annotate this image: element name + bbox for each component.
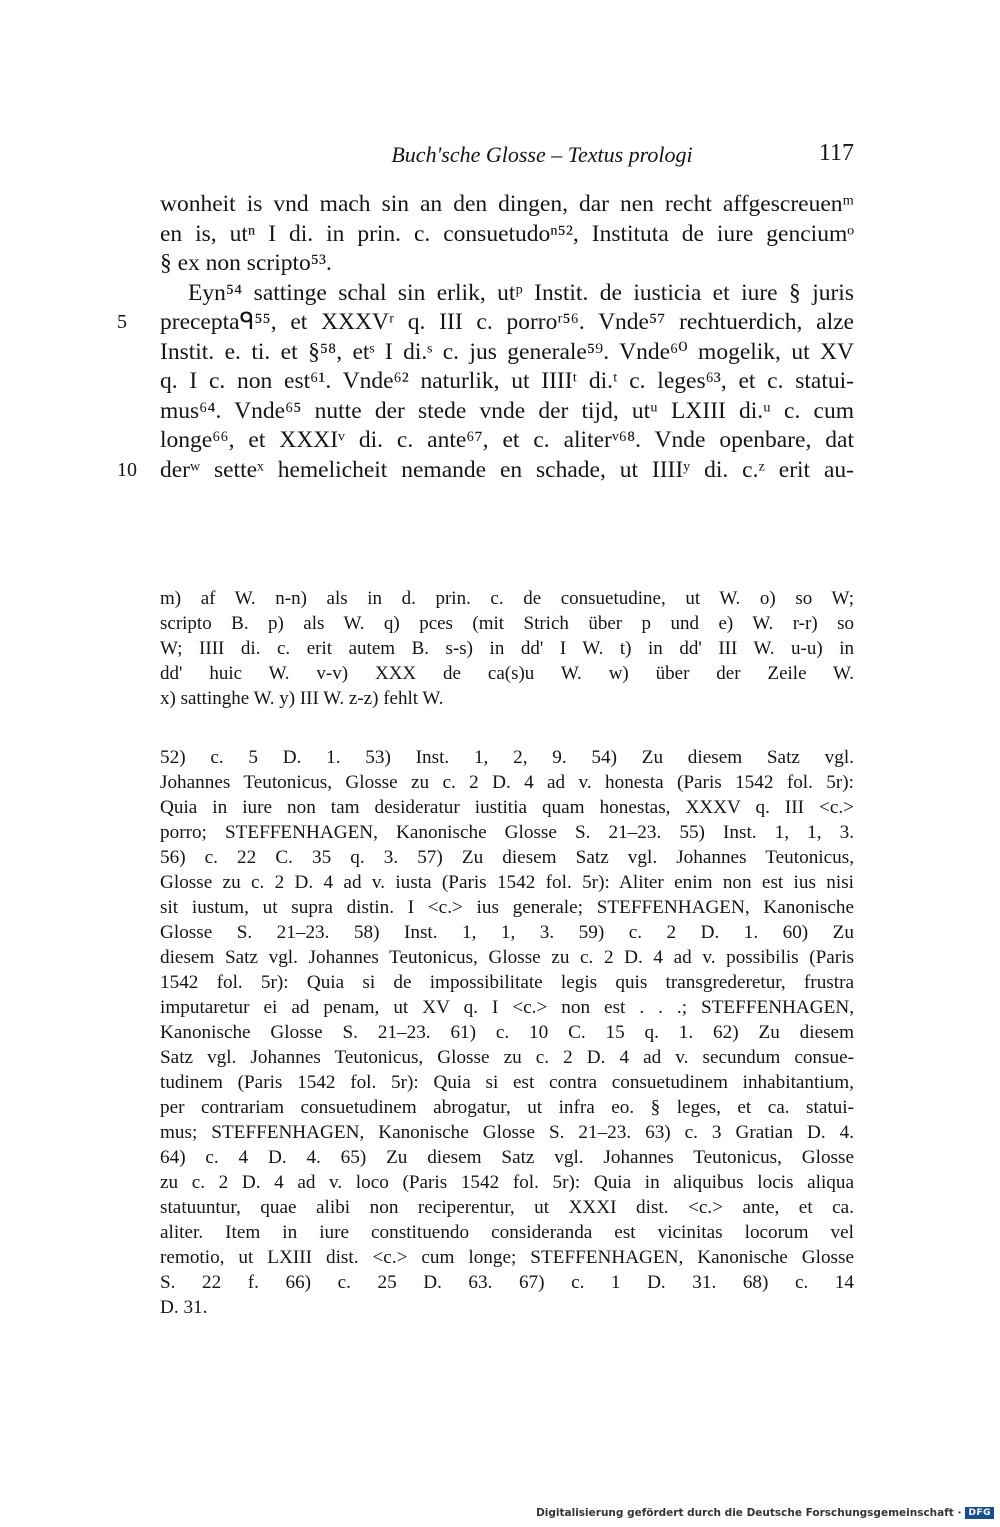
- footnote-line: [160, 1220, 854, 1245]
- apparatus-line-content: dd' huic W. v-v) XXX de ca(s)u W. w) über der Zeile W.: [160, 663, 854, 684]
- footnote-line: [160, 1095, 854, 1120]
- footnote-line: [160, 1295, 854, 1320]
- dfg-logo: DFG: [965, 1507, 994, 1519]
- text-line: [160, 426, 854, 456]
- line-number: 10: [117, 458, 137, 481]
- footnote-line-content: sit iustum, ut supra distin. I <c.> ius generale; STEFFENHAGEN, Kanonische: [160, 897, 854, 918]
- text-line-content: en is, utⁿ I di. in prin. c. consuetudoⁿ⁵², Instituta de iure genciumᵒ: [160, 220, 854, 247]
- footnote-line-content: statuuntur, quae alibi non reciperentur, ut XXXI dist. <c.> ante, et ca.: [160, 1197, 854, 1218]
- credit-text: Digitalisierung gefördert durch die Deutsche Forschungsgemeinschaft ·: [536, 1507, 962, 1519]
- footnote-line-content: Kanonische Glosse S. 21–23. 61) c. 10 C. 15 q. 1. 62) Zu diesem: [160, 1022, 854, 1043]
- apparatus-line: [160, 686, 854, 711]
- footnote-line: [160, 1070, 854, 1095]
- text-line-content: § ex non scripto⁵³.: [160, 250, 332, 276]
- footnote-line: [160, 995, 854, 1020]
- footnote-line: [160, 1270, 854, 1295]
- footnote-line: [160, 870, 854, 895]
- footnote-line: [160, 1120, 854, 1145]
- footnote-line-content: porro; STEFFENHAGEN, Kanonische Glosse S. 21–23. 55) Inst. 1, 1, 3.: [160, 822, 854, 843]
- digitization-credit: [536, 1507, 994, 1519]
- footnote-line-content: Quia in iure non tam desideratur iustitia quam honestas, XXXV q. III <c.>: [160, 797, 854, 818]
- critical-apparatus: [160, 586, 854, 711]
- footnote-line: [160, 1045, 854, 1070]
- footnote-line-content: 1542 fol. 5r): Quia si de impossibilitate legis quis transgrederetur, frustra: [160, 972, 854, 993]
- text-line-content: preceptaᑫ⁵⁵, et XXXVʳ q. III c. porroʳ⁵⁶. Vnde⁵⁷ rechtuerdich, alze: [160, 309, 854, 335]
- footnote-line: [160, 1195, 854, 1220]
- footnote-line-content: Johannes Teutonicus, Glosse zu c. 2 D. 4 ad v. honesta (Paris 1542 fol. 5r):: [160, 772, 854, 793]
- apparatus-line-content: x) sattinghe W. y) III W. z-z) fehlt W.: [160, 688, 444, 709]
- text-line: [117, 308, 854, 338]
- footnote-line-content: 56) c. 22 C. 35 q. 3. 57) Zu diesem Satz vgl. Johannes Teutonicus,: [160, 847, 854, 868]
- apparatus-line: [160, 586, 854, 611]
- footnote-line: [160, 745, 854, 770]
- line-number: 5: [117, 311, 127, 333]
- text-line-content: longe⁶⁶, et XXXIᵛ di. c. ante⁶⁷, et c. aliterᵛ⁶⁸. Vnde openbare, dat: [160, 427, 854, 453]
- text-line-content: derʷ setteˣ hemelicheit nemande en schade, ut IIIIʸ di. c.ᶻ erit au-: [160, 456, 854, 483]
- footnote-line-content: Glosse S. 21–23. 58) Inst. 1, 1, 3. 59) c. 2 D. 1. 60) Zu: [160, 922, 854, 943]
- page-number: 117: [818, 140, 854, 166]
- text-line: [160, 279, 854, 309]
- footnote-line-content: imputaretur ei ad penam, ut XV q. I <c.> non est . . .; STEFFENHAGEN,: [160, 997, 854, 1018]
- footnote-line: [160, 770, 854, 795]
- text-line-content: q. I c. non est⁶¹. Vnde⁶² naturlik, ut IIIIᵗ di.ᵗ c. leges⁶³, et c. statui-: [160, 368, 854, 394]
- apparatus-line-content: m) af W. n-n) als in d. prin. c. de consuetudine, ut W. o) so W;: [160, 588, 854, 609]
- footnote-line-content: aliter. Item in iure constituendo consideranda est vicinitas locorum vel: [160, 1222, 854, 1243]
- text-line-content: mus⁶⁴. Vnde⁶⁵ nutte der stede vnde der tijd, utᵘ LXIII di.ᵘ c. cum: [160, 397, 854, 424]
- footnote-line: [160, 845, 854, 870]
- footnote-line: [160, 945, 854, 970]
- text-line: [160, 249, 854, 279]
- text-line: [160, 367, 854, 397]
- footnote-line-content: per contrariam consuetudinem abrogatur, ut infra eo. § leges, et ca. statui-: [160, 1097, 854, 1118]
- apparatus-line-content: scripto B. p) als W. q) pces (mit Strich über p und e) W. r-r) so: [160, 613, 854, 634]
- running-head: [160, 138, 854, 174]
- text-line: [117, 456, 854, 486]
- running-title: Buch'sche Glosse – Textus prologi: [391, 142, 693, 167]
- footnote-line-content: Satz vgl. Johannes Teutonicus, Glosse zu c. 2 D. 4 ad v. secundum consue-: [160, 1047, 854, 1068]
- footnote-line-content: diesem Satz vgl. Johannes Teutonicus, Glosse zu c. 2 D. 4 ad v. possibilis (Paris: [160, 947, 854, 968]
- footnote-line-content: zu c. 2 D. 4 ad v. loco (Paris 1542 fol. 5r): Quia in aliquibus locis aliqua: [160, 1172, 854, 1193]
- footnote-line: [160, 1020, 854, 1045]
- text-line-content: wonheit is vnd mach sin an den dingen, dar nen recht affgescreuenᵐ: [160, 191, 854, 217]
- footnote-line-content: 64) c. 4 D. 4. 65) Zu diesem Satz vgl. Johannes Teutonicus, Glosse: [160, 1147, 854, 1168]
- footnote-line-content: S. 22 f. 66) c. 25 D. 63. 67) c. 1 D. 31. 68) c. 14: [160, 1272, 854, 1293]
- apparatus-line: [160, 661, 854, 686]
- footnote-line: [160, 1145, 854, 1170]
- footnote-line: [160, 895, 854, 920]
- footnote-line-content: D. 31.: [160, 1297, 208, 1318]
- apparatus-line: [160, 636, 854, 661]
- apparatus-line-content: W; IIII di. c. erit autem B. s-s) in dd' I W. t) in dd' III W. u-u) in: [160, 638, 854, 659]
- footnote-line-content: remotio, ut LXIII dist. <c.> cum longe; STEFFENHAGEN, Kanonische Glosse: [160, 1247, 854, 1268]
- text-line: [160, 338, 854, 368]
- text-line: [160, 190, 854, 220]
- main-text: [117, 190, 854, 485]
- footnote-line: [160, 1170, 854, 1195]
- apparatus-line: [160, 611, 854, 636]
- footnote-line: [160, 795, 854, 820]
- footnote-line-content: Glosse zu c. 2 D. 4 ad v. iusta (Paris 1542 fol. 5r): Aliter enim non est ius nisi: [160, 872, 854, 893]
- footnote-line-content: 52) c. 5 D. 1. 53) Inst. 1, 2, 9. 54) Zu diesem Satz vgl.: [160, 747, 854, 768]
- footnote-line: [160, 920, 854, 945]
- footnote-line-content: tudinem (Paris 1542 fol. 5r): Quia si est contra consuetudinem inhabitantium,: [160, 1072, 854, 1093]
- text-line-content: Instit. e. ti. et §⁵⁸, etˢ I di.ˢ c. jus generale⁵⁹. Vnde⁶⁰ mogelik, ut XV: [160, 338, 854, 365]
- footnote-line-content: mus; STEFFENHAGEN, Kanonische Glosse S. 21–23. 63) c. 3 Gratian D. 4.: [160, 1122, 854, 1143]
- text-line: [160, 397, 854, 427]
- text-line-content: Eyn⁵⁴ sattinge schal sin erlik, utᵖ Instit. de iusticia et iure § juris: [188, 279, 854, 306]
- footnote-line: [160, 1245, 854, 1270]
- text-line: [160, 220, 854, 250]
- footnote-line: [160, 970, 854, 995]
- footnotes: [160, 745, 854, 1320]
- footnote-line: [160, 820, 854, 845]
